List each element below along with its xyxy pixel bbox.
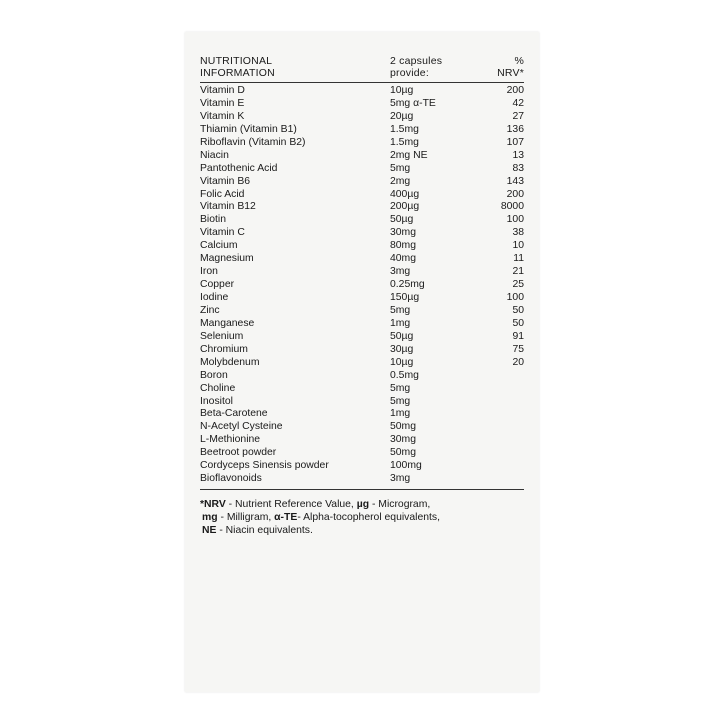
header-name: NUTRITIONAL INFORMATION	[200, 55, 275, 79]
nutrient-name: Molybdenum	[200, 356, 260, 368]
nutrient-nrv	[480, 434, 524, 447]
table-row	[200, 434, 524, 447]
nutrient-nrv: 38	[512, 227, 524, 239]
nutrient-amount: 80mg	[390, 240, 416, 252]
nutrient-nrv: 21	[512, 266, 524, 278]
nutrient-amount: 5mg	[390, 304, 411, 316]
table-row	[200, 318, 524, 331]
nutrient-name: Magnesium	[200, 253, 254, 265]
nutrient-nrv	[480, 473, 524, 486]
nutrient-nrv: 100	[506, 214, 524, 226]
nutrient-name: L-Methionine	[200, 434, 261, 446]
nutrient-nrv: 83	[512, 162, 524, 174]
nutrient-name: Zinc	[200, 304, 220, 316]
nutrient-name: Iron	[200, 266, 218, 278]
nutrient-nrv: 50	[512, 304, 524, 316]
header-amount: 2 capsules provide:	[390, 55, 443, 79]
nutrient-name: Chromium	[200, 343, 248, 355]
table-row	[200, 447, 524, 460]
nutrient-amount: 0.25mg	[390, 279, 425, 291]
nutrient-nrv: 200	[506, 85, 524, 96]
nutrient-nrv	[480, 396, 524, 409]
nutrient-name: Calcium	[200, 240, 238, 252]
table-body	[200, 83, 524, 486]
table-row	[200, 292, 524, 305]
nutrient-nrv	[480, 447, 524, 460]
nutrient-nrv: 91	[512, 330, 524, 342]
nutrient-amount: 40mg	[390, 253, 416, 265]
nutrient-amount: 2mg	[390, 175, 411, 187]
nutrient-name: Manganese	[200, 317, 255, 329]
nutrient-nrv	[480, 370, 524, 383]
table-row	[200, 344, 524, 357]
nutrient-name: Vitamin B6	[200, 175, 251, 187]
nutrient-name: Vitamin C	[200, 227, 245, 239]
table-row	[200, 460, 524, 473]
nutrient-amount: 400µg	[390, 188, 420, 200]
nutrient-nrv: 10	[512, 240, 524, 252]
nutrient-nrv: 20	[512, 356, 524, 368]
nutrient-amount: 1.5mg	[390, 136, 419, 148]
nutrient-amount: 50mg	[390, 421, 416, 433]
nutrient-name: Selenium	[200, 330, 244, 342]
header-nrv: % NRV*	[497, 55, 524, 79]
table-row	[200, 98, 524, 111]
table-row	[200, 396, 524, 409]
nutrient-amount: 3mg	[390, 266, 411, 278]
table-row	[200, 305, 524, 318]
nutrient-nrv	[480, 383, 524, 396]
table-row	[200, 253, 524, 266]
nutrient-name: Biotin	[200, 214, 226, 226]
nutrient-name: Riboflavin (Vitamin B2)	[200, 136, 306, 148]
table-row	[200, 163, 524, 176]
table-row	[200, 85, 524, 98]
nutrient-nrv: 136	[506, 123, 524, 135]
nutrition-panel	[200, 55, 524, 537]
table-row	[200, 408, 524, 421]
nutrient-amount: 5mg	[390, 162, 411, 174]
nutrient-amount: 100mg	[390, 460, 422, 472]
nutrient-amount: 150µg	[390, 292, 420, 303]
table-row	[200, 279, 524, 292]
table-row	[200, 111, 524, 124]
table-row	[200, 214, 524, 227]
nutrient-nrv: 13	[512, 149, 524, 161]
footnote: *NRV - Nutrient Reference Value, µg - Microgram, mg - Milligram, α-TE- Alpha-tocopherol equivalents, NE - Niacin equivalents.	[200, 499, 440, 537]
nutrient-amount: 3mg	[390, 473, 411, 485]
nutrient-amount: 5mg α-TE	[390, 97, 436, 109]
nutrient-amount: 2mg NE	[390, 149, 428, 161]
table-row	[200, 383, 524, 396]
nutrient-nrv: 8000	[500, 201, 524, 213]
table-row	[200, 357, 524, 370]
table-row	[200, 124, 524, 137]
table-header	[200, 55, 524, 82]
nutrient-amount: 1mg	[390, 408, 411, 420]
nutrient-name: Pantothenic Acid	[200, 162, 278, 174]
nutrient-nrv: 25	[512, 279, 524, 291]
nutrient-amount: 30mg	[390, 434, 416, 446]
nutrient-nrv: 42	[512, 97, 524, 109]
nutrient-amount: 10µg	[390, 85, 414, 96]
nutrient-name: Bioflavonoids	[200, 473, 262, 485]
table-row	[200, 227, 524, 240]
nutrient-name: Thiamin (Vitamin B1)	[200, 123, 297, 135]
nutrient-nrv: 27	[512, 110, 524, 122]
nutrient-amount: 0.5mg	[390, 369, 419, 381]
nutrient-amount: 30mg	[390, 227, 416, 239]
nutrient-name: Iodine	[200, 292, 229, 303]
nutrient-name: Folic Acid	[200, 188, 245, 200]
nutrient-nrv: 75	[512, 343, 524, 355]
nutrient-name: Vitamin E	[200, 97, 245, 109]
nutrient-nrv	[480, 460, 524, 473]
nutrient-name: N-Acetyl Cysteine	[200, 421, 283, 433]
table-row	[200, 266, 524, 279]
table-row	[200, 176, 524, 189]
nutrient-nrv: 11	[513, 253, 524, 265]
nutrient-name: Choline	[200, 382, 236, 394]
nutrient-name: Boron	[200, 369, 228, 381]
table-row	[200, 240, 524, 253]
nutrient-nrv	[480, 421, 524, 434]
nutrient-name: Beta-Carotene	[200, 408, 268, 420]
nutrient-amount: 20µg	[390, 110, 414, 122]
nutrient-amount: 10µg	[390, 356, 414, 368]
nutrient-amount: 50mg	[390, 447, 416, 459]
nutrient-nrv: 100	[506, 292, 524, 303]
table-row	[200, 331, 524, 344]
table-row	[200, 137, 524, 150]
nutrient-nrv: 143	[506, 175, 524, 187]
nutrient-amount: 30µg	[390, 343, 414, 355]
nutrient-nrv	[480, 408, 524, 421]
table-row	[200, 201, 524, 214]
nutrient-name: Cordyceps Sinensis powder	[200, 460, 329, 472]
nutrient-name: Beetroot powder	[200, 447, 277, 459]
nutrient-amount: 50µg	[390, 214, 414, 226]
nutrient-name: Inositol	[200, 395, 233, 407]
table-row	[200, 473, 524, 486]
nutrient-name: Copper	[200, 279, 235, 291]
table-row	[200, 370, 524, 383]
nutrient-amount: 50µg	[390, 330, 414, 342]
nutrient-amount: 5mg	[390, 395, 411, 407]
table-row	[200, 421, 524, 434]
nutrient-amount: 5mg	[390, 382, 411, 394]
nutrient-amount: 200µg	[390, 201, 420, 213]
nutrient-nrv: 107	[506, 136, 524, 148]
table-row	[200, 189, 524, 202]
nutrient-amount: 1.5mg	[390, 123, 419, 135]
nutrient-nrv: 50	[512, 317, 524, 329]
nutrient-nrv: 200	[506, 188, 524, 200]
nutrient-amount: 1mg	[390, 317, 411, 329]
nutrient-name: Vitamin D	[200, 85, 245, 96]
table-row	[200, 150, 524, 163]
nutrient-name: Niacin	[200, 149, 229, 161]
nutrient-name: Vitamin B12	[200, 201, 256, 213]
nutrient-name: Vitamin K	[200, 110, 245, 122]
